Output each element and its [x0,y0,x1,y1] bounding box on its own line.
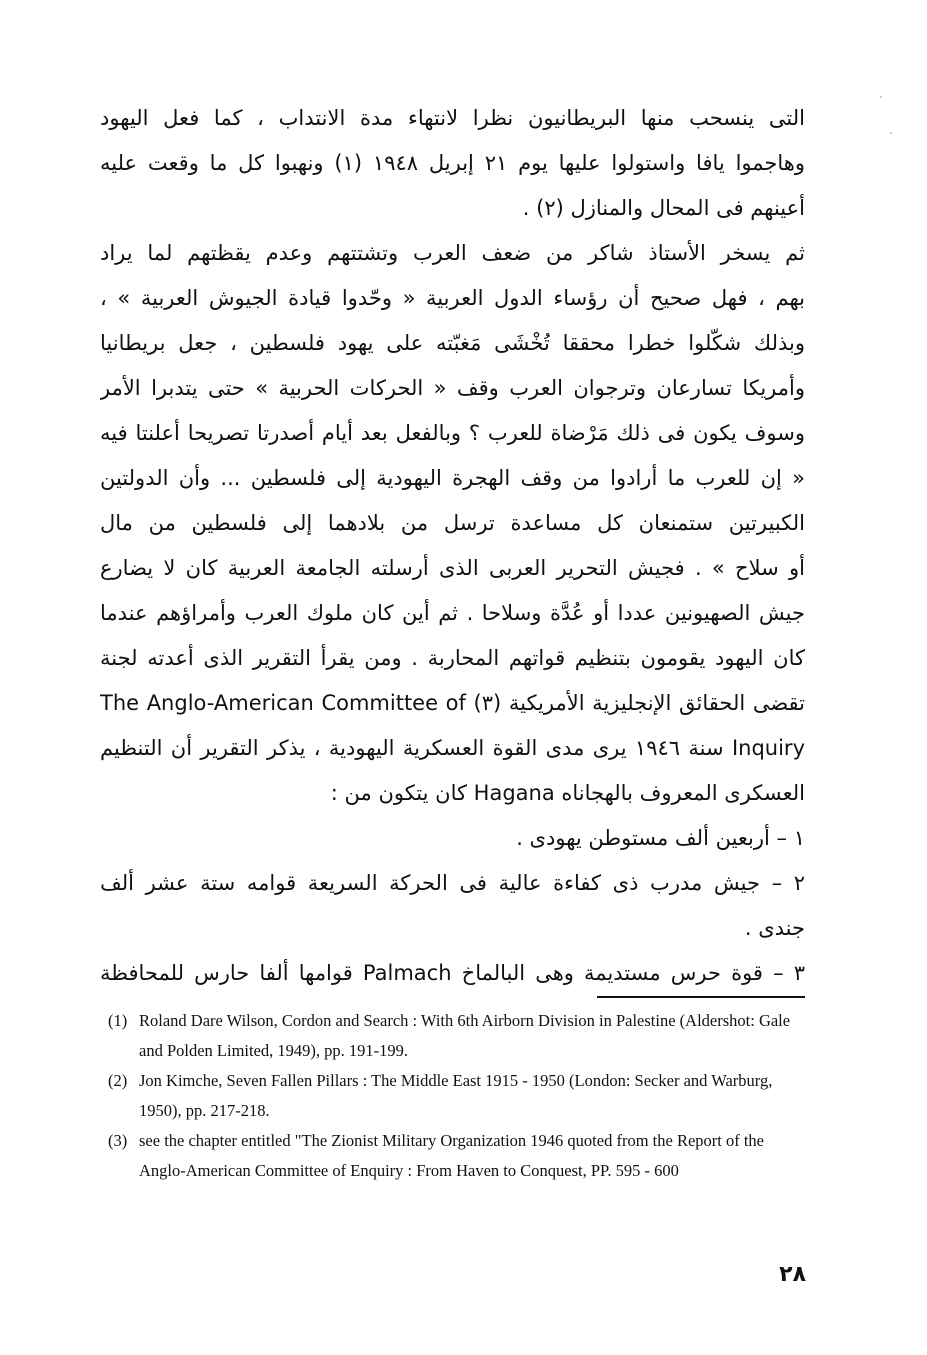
list-item: ١ – أربعين ألف مستوطن يهودى . [516,826,805,850]
list-item: ٢ – جيش مدرب ذى كفاءة عالية فى الحركة السريعة قوامه ستة عشر ألف [100,871,805,895]
body-line: الكبيرتين ستمنعان كل مساعدة ترسل من بلادهما إلى فلسطين من مال [100,511,805,535]
body-line: وبذلك شكّلوا خطرا محققا تُخْشَى مَغبّته على يهود فلسطين ، جعل بريطانيا [100,331,805,355]
page-number: ٢٨ [779,1262,806,1287]
body-line: جيش الصهيونين عددا أو عُدَّة وسلاحا . ثم أين كان ملوك العرب وأمراؤهم عندما [100,601,805,625]
footnote-number: (3) [108,1131,128,1150]
footnote-text: see the chapter entitled "The Zionist Military Organization 1946 quoted from the Report of the Anglo-American Committee of Enquiry : From Haven to Conquest, PP. 595 - 600 [139,1131,765,1180]
body-line: التى ينسحب منها البريطانيون نظرا لانتهاء مدة الانتداب ، كما فعل اليهود [100,106,805,130]
body-line: وسوف يكون فى ذلك مَرْضاة للعرب ؟ وبالفعل بعد أيام أصدرتا تصريحا أعلنتا فيه [100,421,805,445]
body-line: وأمريكا تسارعان وترجوان العرب وقف « الحركات الحربية » حتى يتدبرا الأمر [100,376,805,400]
body-line: أو سلاح » . فجيش التحرير العربى الذى أرسلته الجامعة العربية كان لا يضارع [100,556,805,580]
footnote-divider [597,996,805,998]
body-line: « إن للعرب ما أرادوا من وقف الهجرة اليهودية إلى فلسطين ... وأن الدولتين [100,466,805,490]
footnote-number: (2) [108,1071,128,1090]
list-item: ٣ – قوة حرس مستديمة وهى البالماخ Palmach قوامها ألفا حارس للمحافظة [100,961,805,985]
footnote-1 [108,1006,808,1066]
body-line: جندى . [744,916,805,940]
body-line: Inquiry سنة ١٩٤٦ يرى مدى القوة العسكرية اليهودية ، يذكر التقرير أن التنظيم [100,736,805,760]
body-line: وهاجموا يافا واستولوا عليها يوم ٢١ إبريل ١٩٤٨ (١) ونهبوا كل ما وقعت عليه [100,151,805,175]
footnote-number: (1) [108,1011,128,1030]
footnote-text: Roland Dare Wilson, Cordon and Search : With 6th Airborn Division in Palestine (Aldershot: Gale and Polden Limited, 1949), pp. 191-199. [139,1011,791,1060]
body-line: أعينهم فى المحال والمنازل (٢) . [522,196,805,220]
body-line: ثم يسخر الأستاذ شاكر من ضعف العرب وتشتتهم وعدم يقظتهم لما يراد [100,241,805,265]
body-line: تقضى الحقائق الإنجليزية الأمريكية (٣) The Anglo-American Committee of [100,691,805,715]
footnote-3 [108,1126,808,1186]
footnote-2 [108,1066,808,1126]
scan-speck [890,132,892,134]
footnote-text: Jon Kimche, Seven Fallen Pillars : The Middle East 1915 - 1950 (London: Secker and Warburg, 1950), pp. 217-218. [139,1071,773,1120]
body-line: كان اليهود يقومون بتنظيم قواتهم المحاربة . ومن يقرأ التقرير الذى أعدته لجنة [100,646,805,670]
body-line: بهم ، فهل صحيح أن رؤساء الدول العربية « وحّدوا قيادة الجيوش العربية » ، [100,286,805,310]
body-line: العسكرى المعروف بالهجاناه Hagana كان يتكون من : [330,781,805,805]
scan-speck [880,96,882,98]
